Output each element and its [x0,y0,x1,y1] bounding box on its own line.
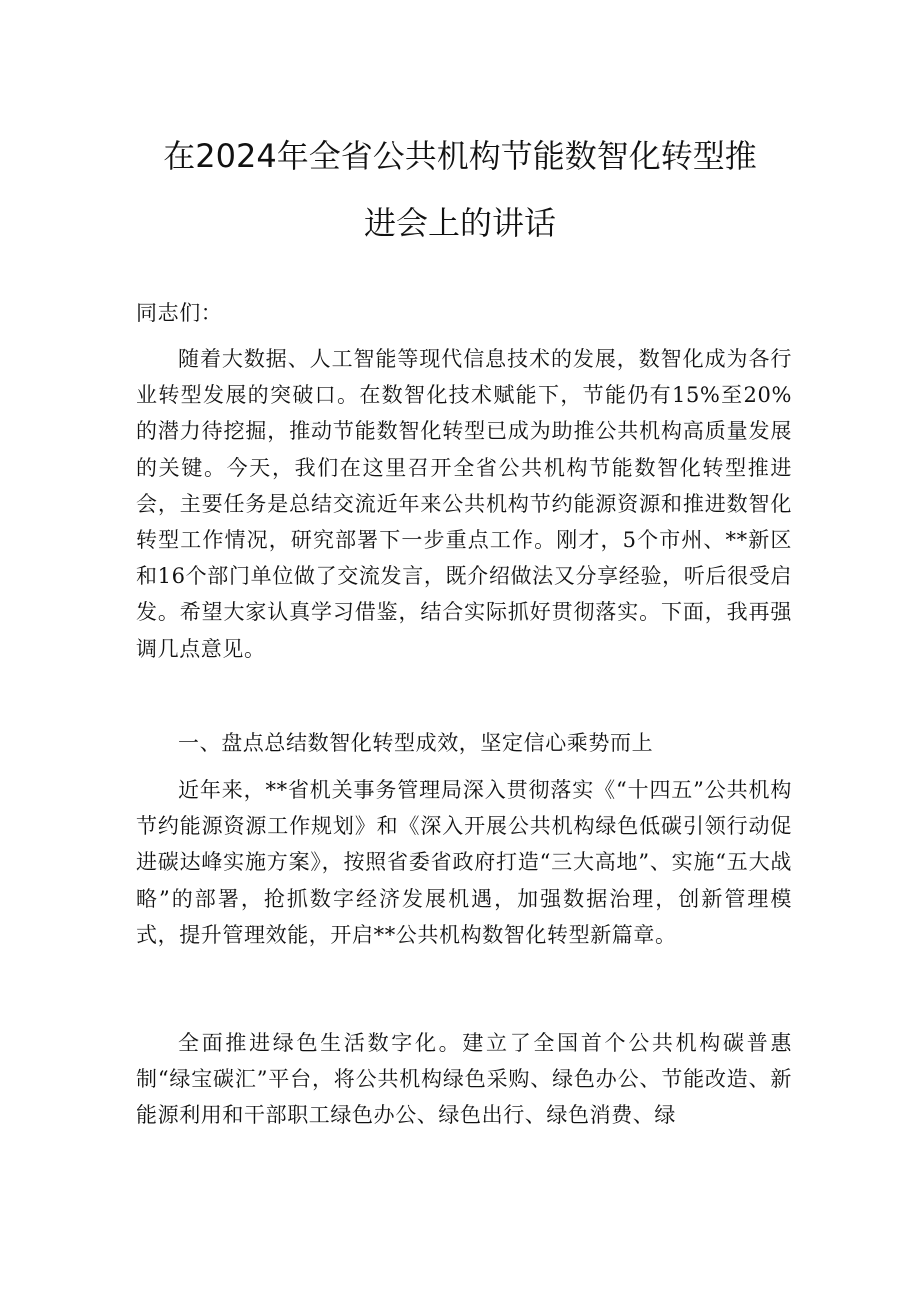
section-heading-one: 一、盘点总结数智化转型成效，坚定信心乘势而上 [178,731,654,755]
paragraph-intro: 随着大数据、人工智能等现代信息技术的发展，数智化成为各行业转型发展的突破口。在数智化技术赋能下，节能仍有15%至20%的潜力待挖掘，推动节能数智化转型已成为助推公共机构高质量发展的关键。今天，我们在这里召开全省公共机构节能数智化转型推进会，主要任务是总结交流近年来公共机构节约能源资源和推进数智化转型工作情况，研究部署下一步重点工作。刚才，5个市州、**新区和16个部门单位做了交流发言，既介绍做法又分享经验，听后很受启发。希望大家认真学习借鉴，结合实际抓好贯彻落实。下面，我再强调几点意见。 [136,347,792,661]
paragraph-green-life: 全面推进绿色生活数字化。建立了全国首个公共机构碳普惠制“绿宝碳汇”平台，将公共机构绿色采购、绿色办公、节能改造、新能源利用和干部职工绿色办公、绿色出行、绿色消费、绿 [136,1031,792,1128]
paragraph-section-one: 近年来，**省机关事务管理局深入贯彻落实《“十四五”公共机构节约能源资源工作规划》和《深入开展公共机构绿色低碳引领行动促进碳达峰实施方案》，按照省委省政府打造“三大高地”、实施“五大战略”的部署，抢抓数字经济发展机遇，加强数据治理，创新管理模式，提升管理效能，开启**公共机构数智化转型新篇章。 [136,778,792,947]
document-title-line-2: 进会上的讲话 [363,204,556,242]
document-title-line-1: 在2024年全省公共机构节能数智化转型推 [163,137,757,175]
greeting: 同志们： [136,301,223,325]
